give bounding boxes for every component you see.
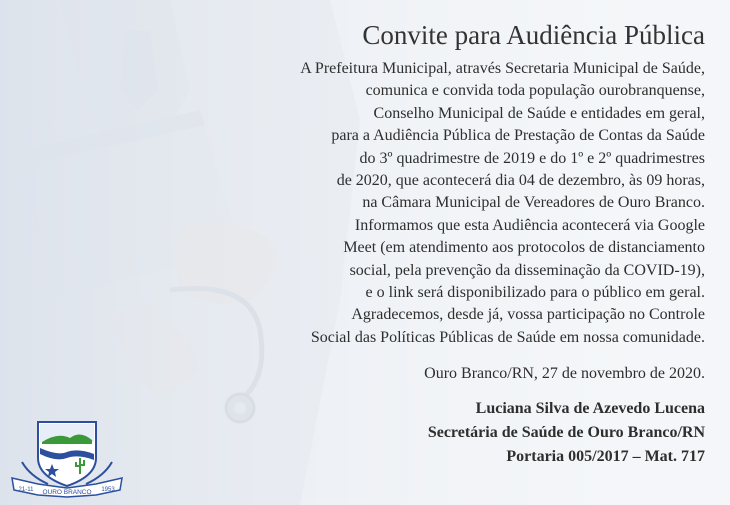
- body-line: social, pela prevenção da disseminação da COVID-19),: [349, 261, 705, 279]
- body-line: para a Audiência Pública de Prestação de Contas da Saúde: [331, 127, 705, 145]
- signatory-name: Luciana Silva de Azevedo Lucena: [475, 400, 705, 418]
- body-line: A Prefeitura Municipal, através Secretaria Municipal de Saúde,: [300, 60, 705, 77]
- body-line: de 2020, que acontecerá dia 04 de dezembro, às 09 horas,: [336, 172, 705, 190]
- body-line: do 3º quadrimestre de 2019 e do 1º e 2º quadrimestres: [359, 149, 705, 167]
- signatory-portaria: Portaria 005/2017 – Mat. 717: [506, 448, 705, 466]
- body-line: e o link será disponibilizado para o público em geral.: [365, 284, 705, 302]
- date-line: Ouro Branco/RN, 27 de novembro de 2020.: [424, 365, 705, 383]
- signatory-role: Secretária de Saúde de Ouro Branco/RN: [427, 424, 705, 442]
- invitation-body: [205, 58, 705, 349]
- crest-ribbon-right: 1953: [101, 487, 115, 493]
- body-line: Social das Políticas Públicas de Saúde em nossa comunidade.: [310, 328, 705, 346]
- body-line: Agradecemos, desde já, vossa participação no Controle: [351, 306, 705, 324]
- body-line: comunica e convida toda população ourobranquense,: [365, 82, 705, 100]
- body-line: Meet (em atendimento aos protocolos de distanciamento: [343, 239, 705, 257]
- body-line: Conselho Municipal de Saúde e entidades em geral,: [373, 104, 705, 122]
- invitation-text-block: [205, 18, 705, 469]
- page-title: Convite para Audiência Pública: [362, 20, 705, 50]
- crest-ribbon-center: OURO BRANCO: [42, 489, 92, 496]
- crest-ribbon-left: 21-11: [18, 487, 34, 493]
- body-line: Informamos que esta Audiência acontecerá via Google: [354, 216, 705, 234]
- municipal-crest-icon: [8, 418, 126, 498]
- body-line: na Câmara Municipal de Vereadores de Ouro Branco.: [362, 194, 705, 212]
